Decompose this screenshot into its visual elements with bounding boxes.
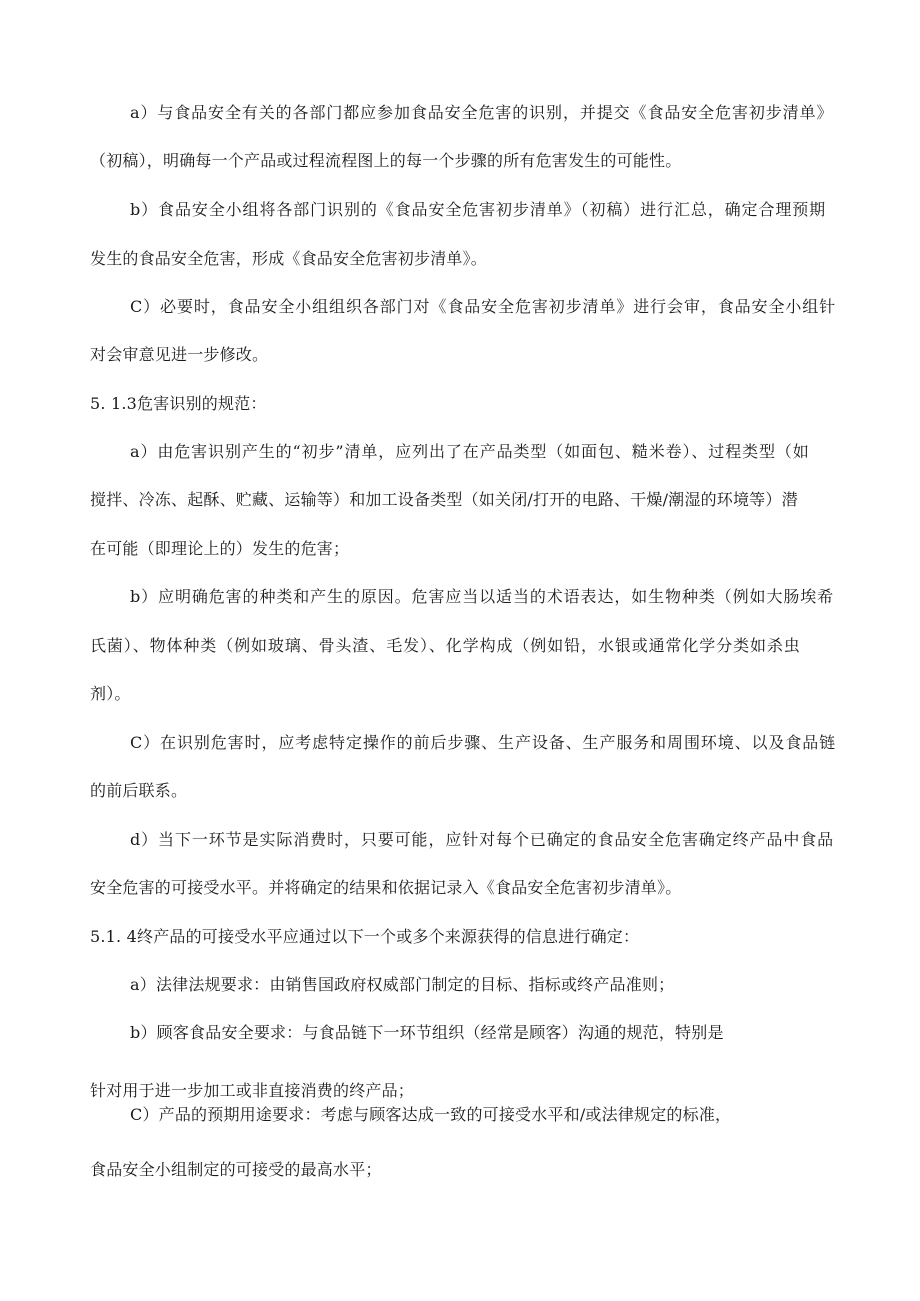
paragraph-a-line-1: a）与食品安全有关的各部门都应参加食品安全危害的识别，并提交《食品安全危害初步清单》 bbox=[130, 103, 834, 122]
spec-d-line-2: 安全危害的可接受水平。并将确定的结果和依据记录入《食品安全危害初步清单》。 bbox=[90, 878, 682, 897]
spec-a-line-1: a）由危害识别产生的“初步”清单，应列出了在产品类型（如面包、糙米卷）、过程类型（如 bbox=[130, 442, 810, 461]
paragraph-b-line-2: 发生的食品安全危害，形成《食品安全危害初步清单》。 bbox=[90, 249, 488, 268]
source-b-line-2: 针对用于进一步加工或非直接消费的终产品； bbox=[90, 1081, 415, 1100]
spec-d-line-1: d）当下一环节是实际消费时，只要可能，应针对每个已确定的食品安全危害确定终产品中食品 bbox=[130, 830, 835, 849]
spec-b-line-3: 剂）。 bbox=[90, 684, 131, 703]
section-heading-5-1-4: 5.1. 4终产品的可接受水平应通过以下一个或多个来源获得的信息进行确定： bbox=[90, 927, 640, 946]
spec-a-line-3: 在可能（即理论上的）发生的危害； bbox=[90, 539, 350, 558]
source-c-line-2: 食品安全小组制定的可接受的最高水平； bbox=[90, 1160, 382, 1179]
spec-b-line-1: b）应明确危害的种类和产生的原因。危害应当以适当的术语表达，如生物种类（例如大肠埃希 bbox=[130, 587, 835, 606]
section-heading-5-1-3: 5. 1.3危害识别的规范： bbox=[90, 394, 267, 413]
paragraph-c-line-1: C）必要时，食品安全小组组织各部门对《食品安全危害初步清单》进行会审，食品安全小组针 bbox=[130, 297, 837, 316]
spec-c-line-2: 的前后联系。 bbox=[90, 781, 188, 800]
paragraph-a-line-2: （初稿），明确每一个产品或过程流程图上的每一个步骤的所有危害发生的可能性。 bbox=[90, 151, 682, 170]
source-b-line-1: b）顾客食品安全要求：与食品链下一环节组织（经常是顾客）沟通的规范，特别是 bbox=[130, 1023, 724, 1042]
paragraph-c-line-2: 对会审意见进一步修改。 bbox=[90, 345, 269, 364]
spec-b-line-2: 氏菌）、物体种类（例如玻璃、骨头渣、毛发）、化学构成（例如铅，水银或通常化学分类如杀虫 bbox=[90, 636, 801, 655]
spec-a-line-2: 搅拌、冷冻、起酥、贮藏、运输等）和加工设备类型（如关闭/打开的电路、干燥/潮湿的环境等）潜 bbox=[90, 490, 798, 509]
source-a-line-1: a）法律法规要求：由销售国政府权威部门制定的目标、指标或终产品准则； bbox=[130, 975, 675, 994]
spec-c-line-1: C）在识别危害时，应考虑特定操作的前后步骤、生产设备、生产服务和周围环境、以及食品链 bbox=[130, 733, 837, 752]
paragraph-b-line-1: b）食品安全小组将各部门识别的《食品安全危害初步清单》（初稿）进行汇总，确定合理预期 bbox=[130, 200, 827, 219]
source-c-line-1: C）产品的预期用途要求：考虑与顾客达成一致的可接受水平和/或法律规定的标准， bbox=[130, 1105, 732, 1124]
